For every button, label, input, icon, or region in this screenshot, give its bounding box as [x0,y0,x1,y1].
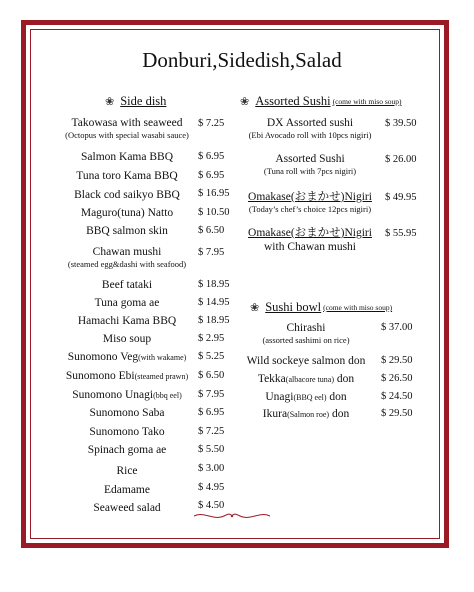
menu-item: Tuna toro Kama BBQ [76,170,178,182]
item-price: $ 6.50 [198,225,225,236]
menu-item: Sunomono Tako [89,426,165,438]
menu-item: Chawan mushi (steamed egg&dashi with seafood) [67,246,187,269]
menu-item: Spinach goma ae [87,444,167,456]
assorted-sushi-heading: ❀ Assorted Sushi (come with miso soup) [240,94,402,108]
item-price: $ 18.95 [198,315,230,326]
menu-item: Rice [116,465,138,477]
menu-item: Sunomono Unagi(bbq eel) [72,389,182,401]
item-price: $ 7.95 [198,247,225,258]
menu-item: Takowasa with seaweed (Octopus with special wasabi sauce) [65,117,189,140]
menu-item: Beef tataki [101,279,153,291]
item-price: $ 37.00 [381,322,413,333]
item-price: $ 39.50 [385,118,417,129]
flourish-ornament [192,510,272,522]
menu-item: Ikura(Salmon roe) don [262,408,350,420]
menu-item: Assorted Sushi (Tuna roll with 7pcs nigiri) [263,153,357,176]
menu-item: Sunomono Veg(with wakame) [67,351,187,363]
menu-title: Donburi,Sidedish,Salad [142,48,342,72]
menu-item: Edamame [104,484,150,496]
item-price: $ 18.95 [198,279,230,290]
item-price: $ 16.95 [198,188,230,199]
menu-item: Wild sockeye salmon don [246,355,366,367]
item-price: $ 6.95 [198,170,225,181]
menu-item: Hamachi Kama BBQ [77,315,177,327]
item-price: $ 26.00 [385,154,417,165]
menu-item: Omakase(おまかせ)Nigiri with Chawan mushi [248,227,372,253]
menu-item: Unagi(BBQ eel) don [265,391,347,403]
menu-item: Omakase(おまかせ)Nigiri (Today’s chef’s choice 12pcs nigiri) [248,191,372,214]
menu-item: Black cod saikyo BBQ [74,189,180,201]
item-price: $ 4.50 [198,500,225,511]
item-price: $ 6.50 [198,370,225,381]
item-price: $ 24.50 [381,391,413,402]
lotus-icon: ❀ [105,96,115,108]
item-price: $ 10.50 [198,207,230,218]
menu-item: Tuna goma ae [94,297,160,309]
item-price: $ 29.50 [381,408,413,419]
item-price: $ 3.00 [198,463,225,474]
item-price: $ 4.95 [198,482,225,493]
item-price: $ 49.95 [385,192,417,203]
lotus-icon: ❀ [250,302,260,314]
menu-item: Sunomono Saba [89,407,165,419]
menu-item: Chirashi (assorted sashimi on rice) [262,322,350,345]
item-price: $ 6.95 [198,151,225,162]
item-price: $ 7.95 [198,389,225,400]
item-price: $ 5.25 [198,351,225,362]
menu-item: Maguro(tuna) Natto [80,207,174,219]
menu-item: Seaweed salad [93,502,161,514]
item-price: $ 14.95 [198,297,230,308]
item-price: $ 29.50 [381,355,413,366]
item-price: $ 7.25 [198,426,225,437]
side-dish-heading: ❀ Side dish [105,94,167,108]
lotus-icon: ❀ [240,96,250,108]
item-price: $ 55.95 [385,228,417,239]
menu-item: BBQ salmon skin [86,225,168,237]
item-price: $ 7.25 [198,118,225,129]
menu-item: Sunomono Ebi(steamed prawn) [65,370,189,382]
menu-item: DX Assorted sushi (Ebi Avocado roll with 10pcs nigiri) [248,117,372,140]
sushi-bowl-heading: ❀ Sushi bowl (come with miso soup) [250,300,393,314]
item-price: $ 2.95 [198,333,225,344]
item-price: $ 6.95 [198,407,225,418]
menu-item: Salmon Kama BBQ [81,151,173,163]
menu-item: Tekka(albacore tuna) don [257,373,355,385]
menu-item: Miso soup [102,333,152,345]
item-price: $ 5.50 [198,444,225,455]
item-price: $ 26.50 [381,373,413,384]
